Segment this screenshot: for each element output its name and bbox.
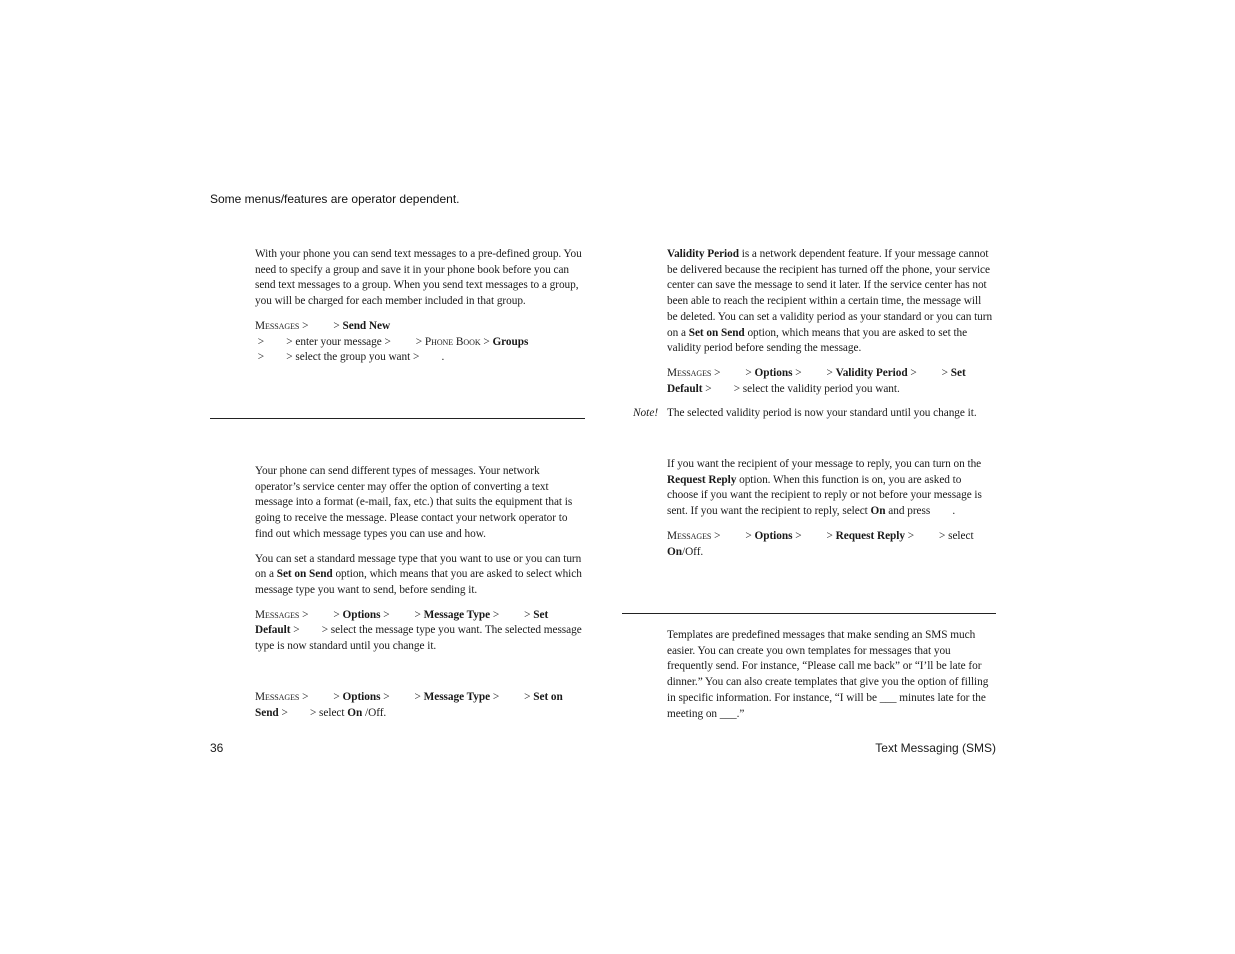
request-reply-section — [667, 457, 994, 560]
group-intro-paragraph: With your phone you can send text messages to a pre-defined group. You need to specify a group and save it in your phone book before you can send text messages to a group. When you send text messages to a group, you will be charged for each member included in that group. — [255, 248, 582, 308]
message-type-intro: Your phone can send different types of messages. Your network operator’s service center may offer the option of converting a text message into a format (e-mail, fax, etc.) that suits the equipment that is going to receive the message. Please contact your network operator to find out which message types you can use and how. — [255, 465, 573, 540]
group-messaging-section — [255, 247, 582, 366]
message-type-menu-path: Messages > > Options > > Message Type > > Set Default > > select the message type you want. The selected message type is now standard until you change it. — [255, 608, 585, 653]
page-number: 36 — [210, 741, 224, 755]
validity-menu-path: Messages > > Options > > Validity Period > > Set Default > > select the validity period you want. — [667, 366, 966, 395]
templates-section — [667, 628, 994, 722]
section-divider-right — [622, 613, 996, 614]
request-reply-intro: If you want the recipient of your message to reply, you can turn on the Request Reply option. When this function is on, you are asked to choose if you want the recipient to reply or not before your message is sent. If you want the recipient to reply, select On and press . — [667, 458, 982, 518]
set-on-send-section — [255, 690, 582, 721]
validity-note-text: The selected validity period is now your standard until you change it. — [667, 407, 977, 420]
group-menu-path: Messages > > Send New > > enter your message > > Phone Book > Groups > > select the group you want > . — [255, 319, 529, 364]
note-label: Note! — [633, 407, 659, 419]
validity-intro-paragraph: Validity Period is a network dependent feature. If your message cannot be delivered because the recipient has turned off the phone, your service center can save the message to send it later. If the service center has not been able to reach the recipient within a certain time, the message will be deleted. You can set a validity period as your standard or you can turn on a Set on Send option, which means that you are asked to set the validity period before sending the message. — [667, 248, 993, 355]
request-reply-menu-path: Messages > > Options > > Request Reply > > select On/Off. — [667, 529, 977, 558]
templates-intro: Templates are predefined messages that make sending an SMS much easier. You can create you own templates for messages that you frequently send. For instance, “Please call me back” or “I’ll be late for dinner.” You can also create templates that give you the option of filling in specific information. For instance, “I will be ___ minutes late for the meeting on ___.” — [667, 629, 989, 720]
section-divider-left — [210, 418, 585, 419]
set-on-send-menu-path: Messages > > Options > > Message Type > > Set on Send > > select On /Off. — [255, 691, 563, 719]
message-type-standard: You can set a standard message type that you want to use or you can turn on a Set on Send option, which means that you are asked to select which message type you want to send, before sending it. — [255, 552, 582, 596]
validity-period-section — [667, 247, 994, 422]
message-type-section — [255, 464, 585, 655]
operator-dependent-note: Some menus/features are operator dependent. — [210, 192, 460, 206]
section-title: Text Messaging (SMS) — [875, 741, 996, 755]
